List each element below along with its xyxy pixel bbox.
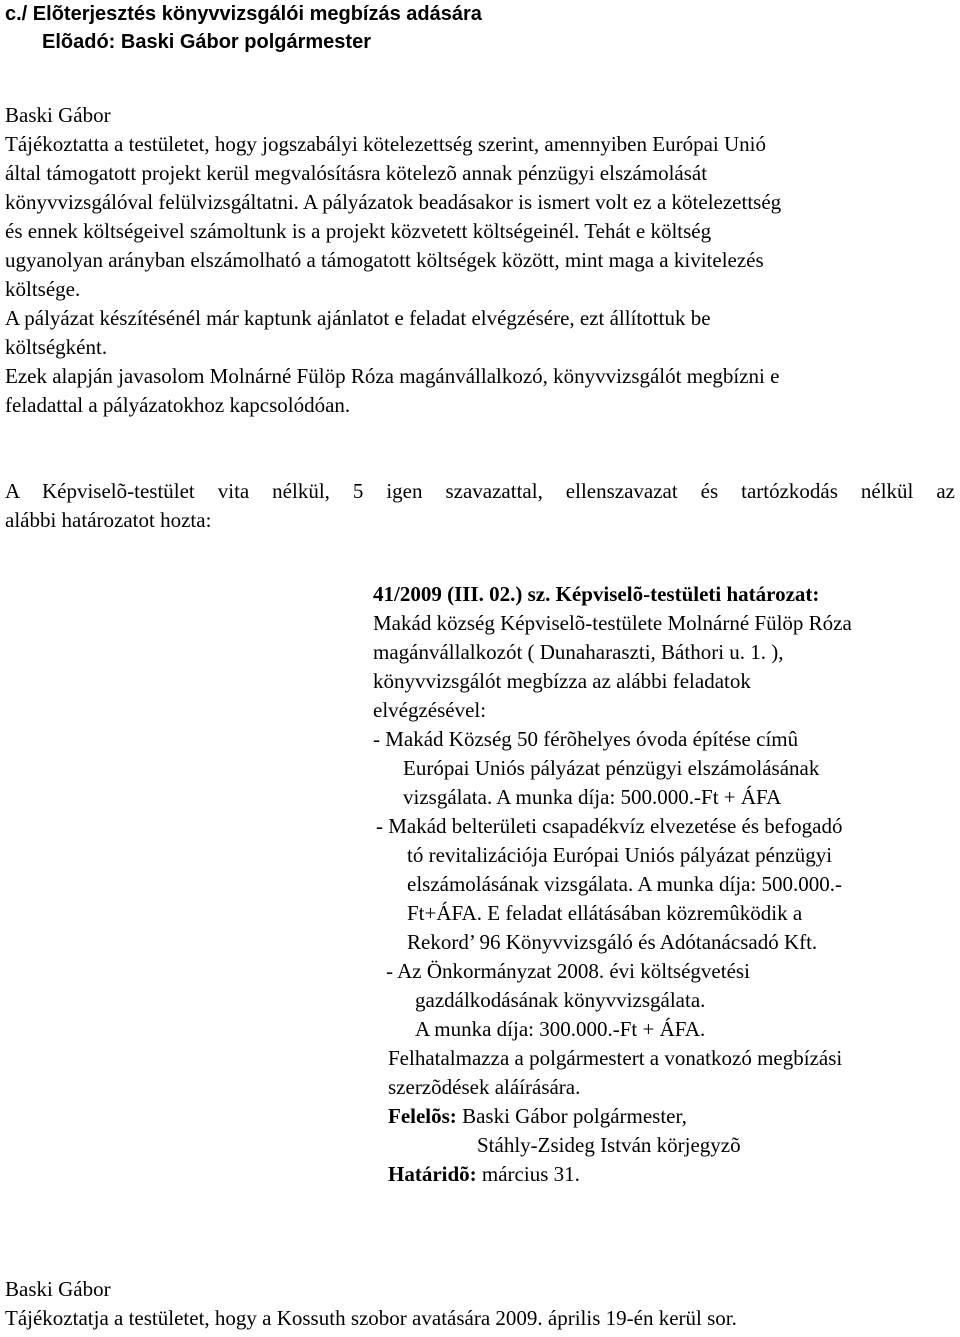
resolution-title: Képviselõ-testületi határozat: bbox=[555, 582, 820, 606]
body-line: költségként. bbox=[5, 335, 108, 359]
footer-line: Tájékoztatja a testületet, hogy a Kossuth szobor avatására 2009. április 19-én kerül sor. bbox=[5, 1306, 737, 1330]
vote-paragraph bbox=[5, 465, 955, 535]
vote-line: alábbi határozatot hozta: bbox=[5, 508, 212, 532]
responsible-label: Felelõs: bbox=[388, 1104, 457, 1128]
task-item-2: Rekord’ 96 Könyvvizsgáló és Adótanácsadó Kft. bbox=[407, 930, 818, 954]
task-item-1: vizsgálata. A munka díja: 500.000.-Ft + ÁFA bbox=[403, 785, 782, 809]
task-item-2: Ft+ÁFA. E feladat ellátásában közremûködik a bbox=[407, 901, 803, 925]
document-page bbox=[5, 0, 955, 535]
body-line: és ennek költségeivel számoltunk is a projekt közvetett költségeinél. Tehát e költség bbox=[5, 219, 712, 243]
resolution-block bbox=[373, 580, 958, 1189]
body-line: ugyanolyan arányban elszámolható a támogatott költségek között, mint maga a kivitelezés bbox=[5, 248, 764, 272]
agenda-presenter: Elõadó: Baski Gábor polgármester bbox=[42, 31, 371, 53]
next-speaker-section bbox=[5, 1275, 737, 1333]
task-item-1: Európai Uniós pályázat pénzügyi elszámolásának bbox=[403, 756, 820, 780]
body-line: Tájékoztatta a testületet, hogy jogszabályi kötelezettség szerint, amennyiben Európai Unió bbox=[5, 132, 766, 156]
task-item-2: elszámolásának vizsgálata. A munka díja: 500.000.- bbox=[407, 872, 843, 896]
agenda-heading bbox=[5, 0, 955, 56]
resolution-intro-line: elvégzésével: bbox=[373, 698, 487, 722]
resolution-number: 41/2009 (III. 02.) sz. bbox=[373, 582, 556, 606]
task-item-3: - Az Önkormányzat 2008. évi költségvetési bbox=[386, 959, 750, 983]
resolution-intro-line: magánvállalkozót ( Dunaharaszti, Báthori u. 1. ), bbox=[373, 640, 784, 664]
speaker-section bbox=[5, 101, 955, 420]
responsible-line bbox=[373, 1102, 958, 1131]
responsible-person-2: Stáhly-Zsideg István körjegyzõ bbox=[477, 1133, 741, 1157]
resolution-intro-line: Makád község Képviselõ-testülete Molnárné Fülöp Róza bbox=[373, 611, 852, 635]
task-item-1: - Makád Község 50 férõhelyes óvoda építése címû bbox=[373, 727, 799, 751]
body-line: könyvvizsgálóval felülvizsgáltatni. A pályázatok beadásakor is ismert volt ez a kötelezettség bbox=[5, 190, 782, 214]
task-item-2: tó revitalizációja Európai Uniós pályázat pénzügyi bbox=[407, 843, 833, 867]
vote-line: A Képviselõ-testület vita nélkül, 5 igen szavazattal, ellenszavazat és tartózkodás nélkül az bbox=[5, 479, 955, 503]
deadline-label: Határidõ: bbox=[388, 1162, 477, 1186]
authorize-line: szerzõdések aláírására. bbox=[388, 1075, 581, 1099]
resolution-intro-line: könyvvizsgálót megbízza az alábbi feladatok bbox=[373, 669, 751, 693]
authorize-line: Felhatalmazza a polgármestert a vonatkozó megbízási bbox=[388, 1046, 843, 1070]
body-line: feladattal a pályázatokhoz kapcsolódóan. bbox=[5, 393, 351, 417]
body-line: A pályázat készítésénél már kaptunk ajánlatot e feladat elvégzésére, ezt állítottuk be bbox=[5, 306, 711, 330]
body-line: által támogatott projekt kerül megvalósításra kötelezõ annak pénzügyi elszámolását bbox=[5, 161, 708, 185]
deadline-line bbox=[373, 1160, 958, 1189]
responsible-person: Baski Gábor polgármester, bbox=[456, 1104, 687, 1128]
task-item-2: - Makád belterületi csapadékvíz elvezetése és befogadó bbox=[376, 814, 843, 838]
body-line: Ezek alapján javasolom Molnárné Fülöp Róza magánvállalkozó, könyvvizsgálót megbízni e bbox=[5, 364, 780, 388]
task-item-3: gazdálkodásának könyvvizsgálata. bbox=[415, 988, 706, 1012]
body-line: költsége. bbox=[5, 277, 81, 301]
speaker-name: Baski Gábor bbox=[5, 103, 111, 127]
deadline-value: március 31. bbox=[476, 1162, 580, 1186]
resolution-heading bbox=[373, 580, 958, 609]
speaker-name: Baski Gábor bbox=[5, 1277, 111, 1301]
agenda-title: c./ Elõterjesztés könyvvizsgálói megbízás adására bbox=[5, 3, 482, 25]
task-item-3: A munka díja: 300.000.-Ft + ÁFA. bbox=[415, 1017, 706, 1041]
